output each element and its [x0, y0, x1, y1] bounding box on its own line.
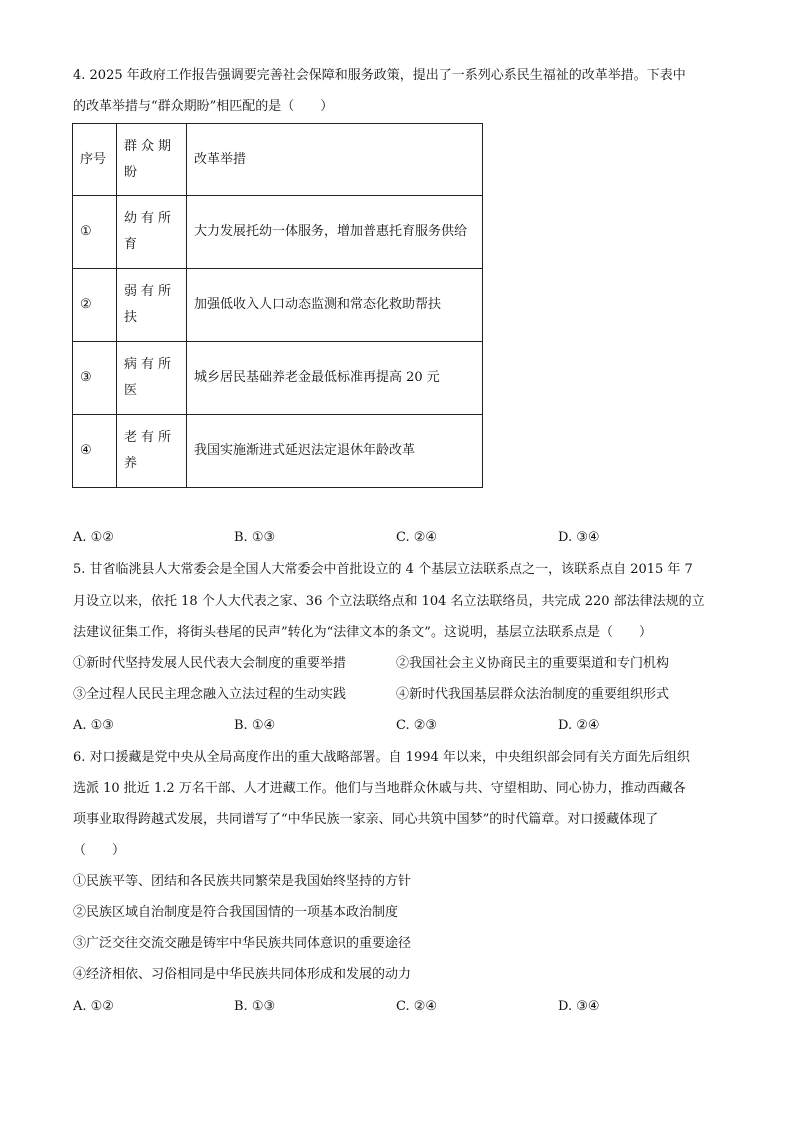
- q5-statement-1: ①新时代坚持发展人民代表大会制度的重要举措: [73, 656, 347, 671]
- q6-statement-4: ④经济相依、习俗相同是中华民族共同体形成和发展的动力: [73, 967, 412, 982]
- q4-stem-line-1: 4. 2025 年政府工作报告强调要完善社会保障和服务政策，提出了一系列心系民生福祉的改革举措。下表中: [73, 68, 686, 83]
- q4-stem-line-2: 的改革举措与“群众期盼”相匹配的是（ ）: [73, 99, 334, 114]
- row-measure: 大力发展托幼一体服务，增加普惠托育服务供给: [187, 196, 483, 269]
- q6-stem-line-3: 项事业取得跨越式发展，共同谱写了“中华民族一家亲、同心共筑中国梦”的时代篇章。对口援藏体现了: [73, 812, 659, 827]
- reform-table: [72, 123, 483, 488]
- q4-option-a[interactable]: A. ①②: [73, 530, 114, 545]
- table-row: [73, 196, 483, 269]
- q6-option-b[interactable]: B. ①③: [234, 999, 276, 1014]
- q4-option-c[interactable]: C. ②④: [396, 530, 438, 545]
- row-measure: 城乡居民基础养老金最低标准再提高 20 元: [187, 342, 483, 415]
- q6-stem-line-2: 选派 10 批近 1.2 万名干部、人才进藏工作。他们与当地群众休戚与共、守望相助、同心协力，推动西藏各: [73, 781, 686, 796]
- row-measure: 我国实施渐进式延迟法定退休年龄改革: [187, 415, 483, 488]
- q4-option-b[interactable]: B. ①③: [234, 530, 276, 545]
- row-num: ③: [73, 342, 117, 415]
- q6-option-c[interactable]: C. ②④: [396, 999, 438, 1014]
- q6-option-a[interactable]: A. ①②: [73, 999, 114, 1014]
- row-hope: 弱有所扶: [117, 269, 187, 342]
- q5-option-d[interactable]: D. ②④: [558, 718, 600, 733]
- header-hope: 群众期盼: [117, 124, 187, 196]
- row-measure: 加强低收入人口动态监测和常态化救助帮扶: [187, 269, 483, 342]
- q5-option-b[interactable]: B. ①④: [234, 718, 276, 733]
- header-measure: 改革举措: [187, 124, 483, 196]
- q6-statement-1: ①民族平等、团结和各民族共同繁荣是我国始终坚持的方针: [73, 874, 412, 889]
- row-hope: 病有所医: [117, 342, 187, 415]
- q5-statement-3: ③全过程人民民主理念融入立法过程的生动实践: [73, 687, 347, 702]
- q5-statement-2: ②我国社会主义协商民主的重要渠道和专门机构: [396, 656, 670, 671]
- q6-option-d[interactable]: D. ③④: [558, 999, 600, 1014]
- q6-statement-3: ③广泛交往交流交融是铸牢中华民族共同体意识的重要途径: [73, 936, 412, 951]
- q5-option-a[interactable]: A. ①③: [73, 718, 114, 733]
- row-hope: 老有所养: [117, 415, 187, 488]
- row-hope: 幼有所育: [117, 196, 187, 269]
- row-num: ①: [73, 196, 117, 269]
- q6-stem-line-4: （ ）: [73, 843, 126, 858]
- q5-option-c[interactable]: C. ②③: [396, 718, 438, 733]
- q5-statement-4: ④新时代我国基层群众法治制度的重要组织形式: [396, 687, 670, 702]
- row-num: ④: [73, 415, 117, 488]
- table-row: [73, 269, 483, 342]
- q5-stem-line-3: 法建议征集工作，将街头巷尾的民声”转化为“法律文本的条文”。这说明，基层立法联系点是（ ）: [73, 625, 652, 640]
- table-row: [73, 415, 483, 488]
- q6-statement-2: ②民族区域自治制度是符合我国国情的一项基本政治制度: [73, 905, 399, 920]
- table-header-row: [73, 124, 483, 196]
- q5-stem-line-2: 月设立以来，依托 18 个人大代表之家、36 个立法联络点和 104 名立法联络员，共完成 220 部法律法规的立: [73, 594, 705, 609]
- q4-option-d[interactable]: D. ③④: [558, 530, 600, 545]
- header-num: 序号: [73, 124, 117, 196]
- q5-stem-line-1: 5. 甘省临洮县人大常委会是全国人大常委会中首批设立的 4 个基层立法联系点之一，该联系点自 2015 年 7: [73, 562, 693, 577]
- row-num: ②: [73, 269, 117, 342]
- q6-stem-line-1: 6. 对口援藏是党中央从全局高度作出的重大战略部署。自 1994 年以来，中央组织部会同有关方面先后组织: [73, 750, 690, 765]
- table-row: [73, 342, 483, 415]
